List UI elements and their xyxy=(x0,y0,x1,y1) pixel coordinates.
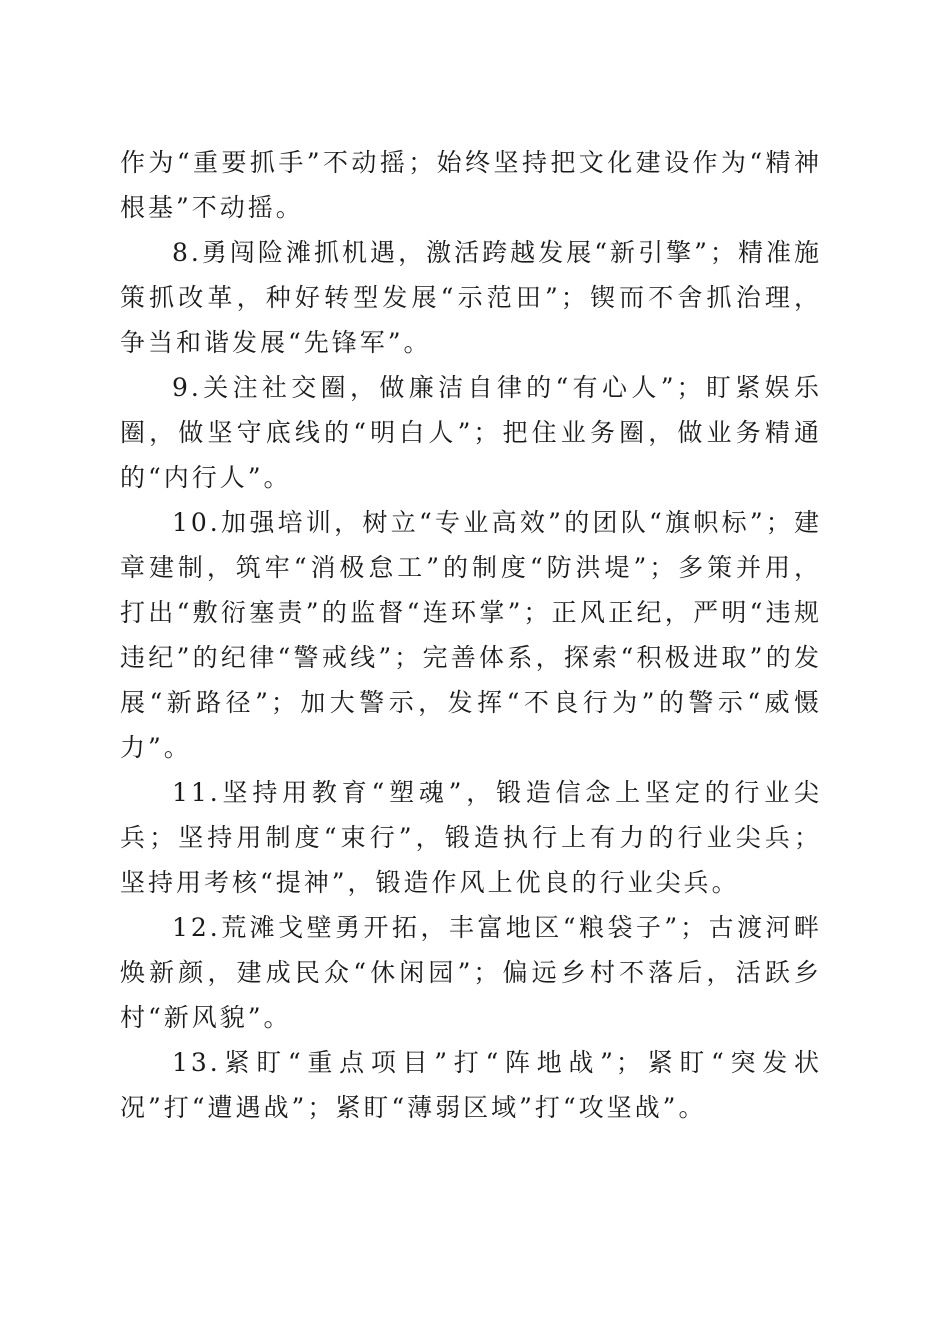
paragraph-continuation: 作为“重要抓手”不动摇；始终坚持把文化建设作为“精神根基”不动摇。 xyxy=(120,148,822,222)
paragraph-item-10: 10.加强培训，树立“专业高效”的团队“旗帜标”；建章建制，筑牢“消极怠工”的制度“防洪堤”；多策并用，打出“敷衍塞责”的监督“连环掌”；正风正纪，严明“违规违纪”的纪律“警戒线”；完善体系，探索“积极进取”的发展“新路径”；加大警示，发挥“不良行为”的警示“威慑力”。 xyxy=(120,508,822,762)
paragraph-item-11: 11.坚持用教育“塑魂”，锻造信念上坚定的行业尖兵；坚持用制度“束行”，锻造执行上有力的行业尖兵；坚持用考核“提神”，锻造作风上优良的行业尖兵。 xyxy=(120,778,822,897)
paragraph-item-13: 13.紧盯“重点项目”打“阵地战”；紧盯“突发状况”打“遭遇战”；紧盯“薄弱区域”打“攻坚战”。 xyxy=(120,1048,822,1122)
paragraph-item-12: 12.荒滩戈壁勇开拓，丰富地区“粮袋子”；古渡河畔焕新颜，建成民众“休闲园”；偏远乡村不落后，活跃乡村“新风貌”。 xyxy=(120,913,822,1032)
paragraph-item-9: 9.关注社交圈，做廉洁自律的“有心人”；盯紧娱乐圈，做坚守底线的“明白人”；把住业务圈，做业务精通的“内行人”。 xyxy=(120,373,822,492)
document-body xyxy=(120,140,822,1130)
paragraph-item-8: 8.勇闯险滩抓机遇，激活跨越发展“新引擎”；精准施策抓改革，种好转型发展“示范田”；锲而不舍抓治理，争当和谐发展“先锋军”。 xyxy=(120,238,822,357)
